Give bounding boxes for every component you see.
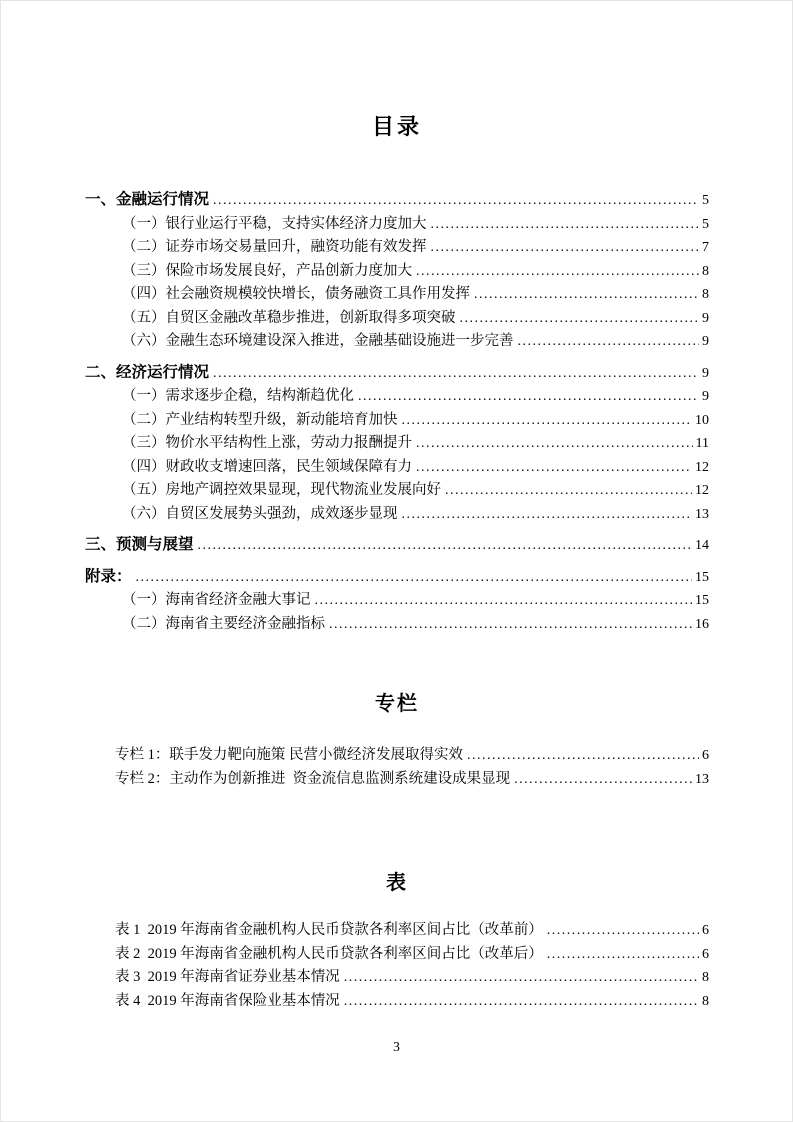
table-entry-label: 表 4 2019 年海南省保险业基本情况: [115, 992, 340, 1009]
column-entry-label: 专栏 2：主动作为创新推进 资金流信息监测系统建设成果显现: [115, 770, 511, 787]
toc-entry-label: （四）财政收支增速回落，民生领域保障有力: [122, 458, 412, 475]
toc-list: [85, 188, 709, 636]
toc-entry-page: 8: [702, 263, 709, 279]
dot-leader: [344, 966, 699, 990]
toc-entry-page: 9: [702, 365, 709, 381]
dot-leader: [213, 189, 699, 213]
table-entry[interactable]: [85, 943, 709, 967]
toc-entry-label: （一）银行业运行平稳，支持实体经济力度加大: [122, 215, 427, 232]
toc-entry-label: （六）金融生态环境建设深入推进，金融基础设施进一步完善: [122, 333, 514, 349]
dot-leader: [402, 503, 693, 527]
toc-entry-page: 10: [695, 412, 709, 428]
table-entry[interactable]: [85, 919, 709, 943]
toc-entry-label: （六）自贸区发展势头强劲，成效逐步显现: [122, 505, 398, 522]
page-content: [1, 1, 792, 1013]
toc-entry-page: 9: [702, 389, 709, 404]
column-entry[interactable]: [85, 744, 709, 768]
table-entry-label: 表 1 2019 年海南省金融机构人民币贷款各利率区间占比（改革前）: [115, 922, 543, 938]
toc-entry[interactable]: [85, 330, 709, 354]
toc-entry-label: 一、金融运行情况: [85, 191, 210, 208]
toc-entry[interactable]: [85, 307, 709, 331]
toc-entry-page: 12: [695, 459, 709, 475]
dot-leader: [445, 479, 692, 503]
toc-entry[interactable]: [85, 613, 709, 637]
dot-leader: [547, 919, 699, 943]
toc-entry-label: （一）海南省经济金融大事记: [122, 592, 311, 608]
dot-leader: [358, 385, 699, 409]
dot-leader: [547, 943, 699, 967]
table-section-title: 表: [386, 872, 408, 894]
table-entry[interactable]: [85, 990, 709, 1014]
dot-leader: [416, 456, 692, 480]
toc-entry[interactable]: [85, 385, 709, 409]
toc-entry-label: 附录：: [85, 567, 132, 585]
column-entry[interactable]: [85, 768, 709, 792]
dot-leader: [431, 213, 700, 237]
toc-entry-label: （二）产业结构转型升级，新动能培育加快: [122, 411, 398, 428]
table-entry[interactable]: [85, 966, 709, 990]
table-entry-page: 6: [702, 946, 709, 962]
toc-entry-page: 15: [695, 593, 709, 608]
toc-entry-page: 5: [702, 193, 709, 208]
toc-entry[interactable]: [85, 213, 709, 237]
toc-entry-page: 5: [702, 216, 709, 232]
dot-leader: [402, 409, 693, 433]
table-entry-page: 6: [702, 923, 709, 938]
dot-leader: [431, 236, 700, 260]
dot-leader: [467, 744, 699, 768]
dot-leader: [416, 432, 693, 456]
toc-entry-label: （二）证券市场交易量回升，融资功能有效发挥: [122, 239, 427, 255]
toc-entry-page: 16: [695, 616, 709, 632]
page-number: 3: [393, 1039, 400, 1054]
toc-entry-label: （五）房地产调控效果显现，现代物流业发展向好: [122, 482, 441, 498]
dot-leader: [416, 260, 699, 284]
dot-leader: [474, 283, 699, 307]
toc-entry-page: 8: [702, 287, 709, 302]
table-entry-label: 表 3 2019 年海南省证券业基本情况: [115, 969, 340, 985]
toc-entry-page: 15: [695, 569, 709, 585]
toc-entry[interactable]: [85, 260, 709, 284]
dot-leader: [136, 566, 692, 590]
toc-entry[interactable]: [85, 188, 709, 213]
column-entry-page: 13: [695, 771, 709, 787]
dot-leader: [518, 330, 700, 354]
toc-entry-label: （三）物价水平结构性上涨，劳动力报酬提升: [122, 435, 412, 451]
toc-entry[interactable]: [85, 479, 709, 503]
toc-entry[interactable]: [85, 361, 709, 386]
toc-entry-label: （四）社会融资规模较快增长，债务融资工具作用发挥: [122, 286, 470, 302]
toc-entry-page: 9: [702, 310, 709, 326]
toc-entry[interactable]: [85, 565, 709, 590]
column-entry-label: 专栏 1：联手发力靶向施策 民营小微经济发展取得实效: [115, 747, 463, 763]
dot-leader: [460, 307, 700, 331]
column-list: [85, 744, 709, 791]
toc-entry-label: 三、预测与展望: [85, 536, 194, 553]
toc-entry[interactable]: [85, 503, 709, 527]
table-entry-page: 8: [702, 993, 709, 1009]
dot-leader: [213, 362, 699, 386]
dot-leader: [514, 768, 692, 792]
dot-leader: [344, 990, 699, 1014]
toc-entry[interactable]: [85, 236, 709, 260]
toc-title: 目录: [371, 114, 422, 139]
column-entry-page: 6: [702, 748, 709, 763]
toc-entry-label: （一）需求逐步企稳，结构渐趋优化: [122, 388, 354, 404]
dot-leader: [315, 589, 693, 613]
toc-entry[interactable]: [85, 533, 709, 558]
toc-entry[interactable]: [85, 432, 709, 456]
column-section-title: 专栏: [375, 693, 419, 715]
toc-entry-label: （五）自贸区金融改革稳步推进，创新取得多项突破: [122, 309, 456, 326]
toc-entry[interactable]: [85, 283, 709, 307]
toc-entry[interactable]: [85, 456, 709, 480]
toc-entry-label: 二、经济运行情况: [85, 363, 210, 381]
toc-entry-page: 12: [695, 483, 709, 498]
toc-entry-label: （三）保险市场发展良好，产品创新力度加大: [122, 262, 412, 279]
toc-entry-page: 7: [702, 240, 709, 255]
dot-leader: [329, 613, 692, 637]
table-entry-page: 8: [702, 970, 709, 985]
toc-entry-label: （二）海南省主要经济金融指标: [122, 615, 325, 632]
toc-entry-page: 14: [695, 538, 709, 553]
toc-entry-page: 11: [695, 436, 709, 451]
toc-entry[interactable]: [85, 409, 709, 433]
table-entry-label: 表 2 2019 年海南省金融机构人民币贷款各利率区间占比（改革后）: [115, 945, 543, 962]
dot-leader: [198, 534, 692, 558]
toc-entry[interactable]: [85, 589, 709, 613]
toc-entry-page: 13: [695, 506, 709, 522]
toc-entry-page: 9: [702, 334, 709, 349]
table-list: [85, 919, 709, 1013]
